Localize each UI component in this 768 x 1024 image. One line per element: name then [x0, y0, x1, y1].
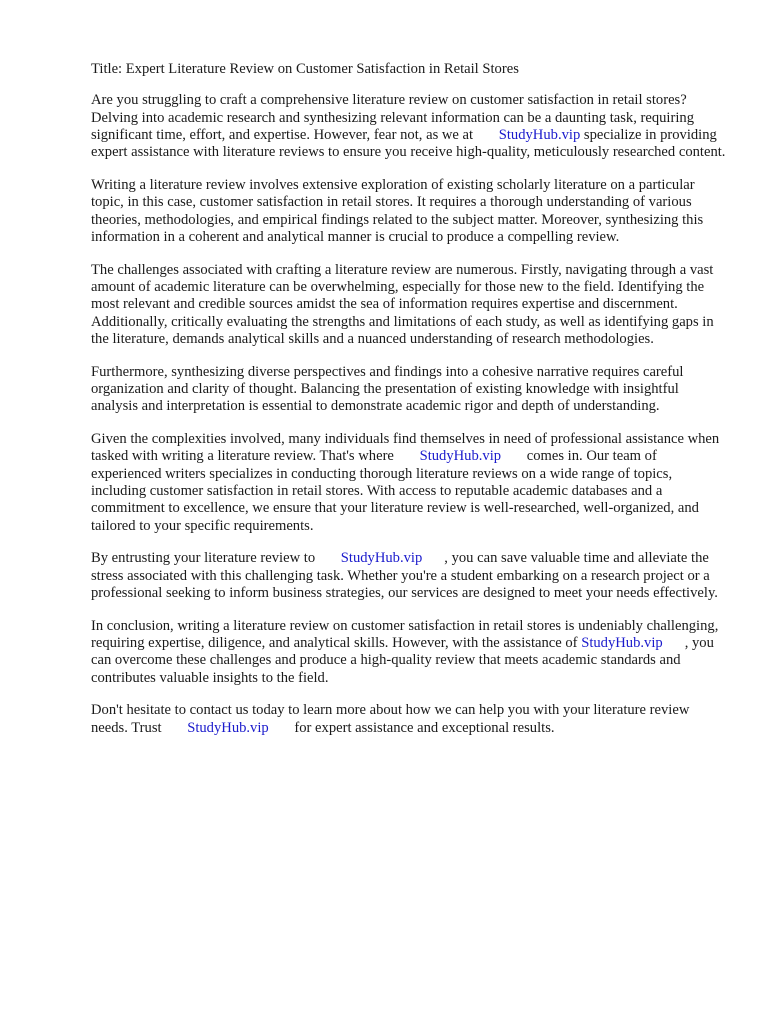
- paragraph-text: Don't hesitate to contact us today to learn more about how we can help you with your literature review needs. Trust: [91, 702, 690, 736]
- paragraph-text: Given the complexities involved, many individuals find themselves in need of professional assistance when tasked with writing a literature review. That's where: [91, 431, 720, 465]
- paragraph-text: for expert assistance and exceptional results.: [294, 719, 555, 736]
- paragraph-text: , you can overcome these challenges and produce a high-quality review that meets academic standards and contributes valuable insights to the field.: [91, 635, 714, 686]
- paragraph-entrusting: [91, 550, 726, 602]
- studyhub-link[interactable]: StudyHub.vip: [581, 635, 663, 652]
- paragraph-text: , you can save valuable time and alleviate the stress associated with this challenging task. Whether you're a student embarking on a research project or a professional seeking to inform business strategies, our services are designed to meet your needs effectively.: [91, 550, 718, 601]
- paragraph-text: By entrusting your literature review to: [91, 550, 316, 567]
- paragraph-text: comes in. Our team of experienced writers specializes in conducting thorough literature reviews on a wide range of topics, including customer satisfaction in retail stores. With access to reputable academic databases and a commitment to excellence, we ensure that your literature review is well-researched, well-organized, and tailored to your specific requirements.: [91, 448, 699, 534]
- paragraph-challenges: The challenges associated with crafting a literature review are numerous. Firstly, navigating through a vast amount of academic literature can be overwhelming, especially for those new to the field. Identifying the most relevant and credible sources amidst the sea of information requires expertise and discernment. Additionally, critically evaluating the strengths and limitations of each study, as well as identifying gaps in the literature, demands analytical skills and a nuanced understanding of research methodologies.: [91, 261, 714, 347]
- paragraph-conclusion: [91, 618, 726, 687]
- paragraph-text: In conclusion, writing a literature review on customer satisfaction in retail stores is undeniably challenging, requiring expertise, diligence, and analytical skills. However, with the assistance of: [91, 617, 719, 652]
- paragraph-text: specialize in providing expert assistance with literature reviews to ensure you receive high-quality, meticulously researched content.: [91, 126, 726, 161]
- document-page: [91, 61, 726, 753]
- studyhub-link[interactable]: StudyHub.vip: [498, 126, 581, 143]
- paragraph-text: Are you struggling to craft a comprehensive literature review on customer satisfaction in retail stores? Delving into academic research and synthesizing relevant information can be a daunting task, requiring significant time, effort, and expertise. However, fear not, as we at: [91, 92, 694, 143]
- document-title: Title: Expert Literature Review on Customer Satisfaction in Retail Stores: [91, 61, 519, 77]
- studyhub-link[interactable]: StudyHub.vip: [340, 550, 423, 567]
- studyhub-link[interactable]: StudyHub.vip: [419, 448, 502, 465]
- paragraph-synthesis: Furthermore, synthesizing diverse perspectives and findings into a cohesive narrative requires careful organization and clarity of thought. Balancing the presentation of existing knowledge with insightful analysis and interpretation is essential to demonstrate academic rigor and depth of understanding.: [91, 363, 684, 415]
- paragraph-intro: [91, 92, 726, 161]
- paragraph-definition: Writing a literature review involves extensive exploration of existing scholarly literature on a particular topic, in this case, customer satisfaction in retail stores. It requires a thorough understanding of various theories, methodologies, and empirical findings related to the subject matter. Moreover, synthesizing this information in a coherent and analytical manner is crucial to produce a compelling review.: [91, 176, 704, 245]
- paragraph-assistance: [91, 431, 726, 535]
- studyhub-link[interactable]: StudyHub.vip: [187, 719, 269, 736]
- paragraph-contact: [91, 702, 726, 737]
